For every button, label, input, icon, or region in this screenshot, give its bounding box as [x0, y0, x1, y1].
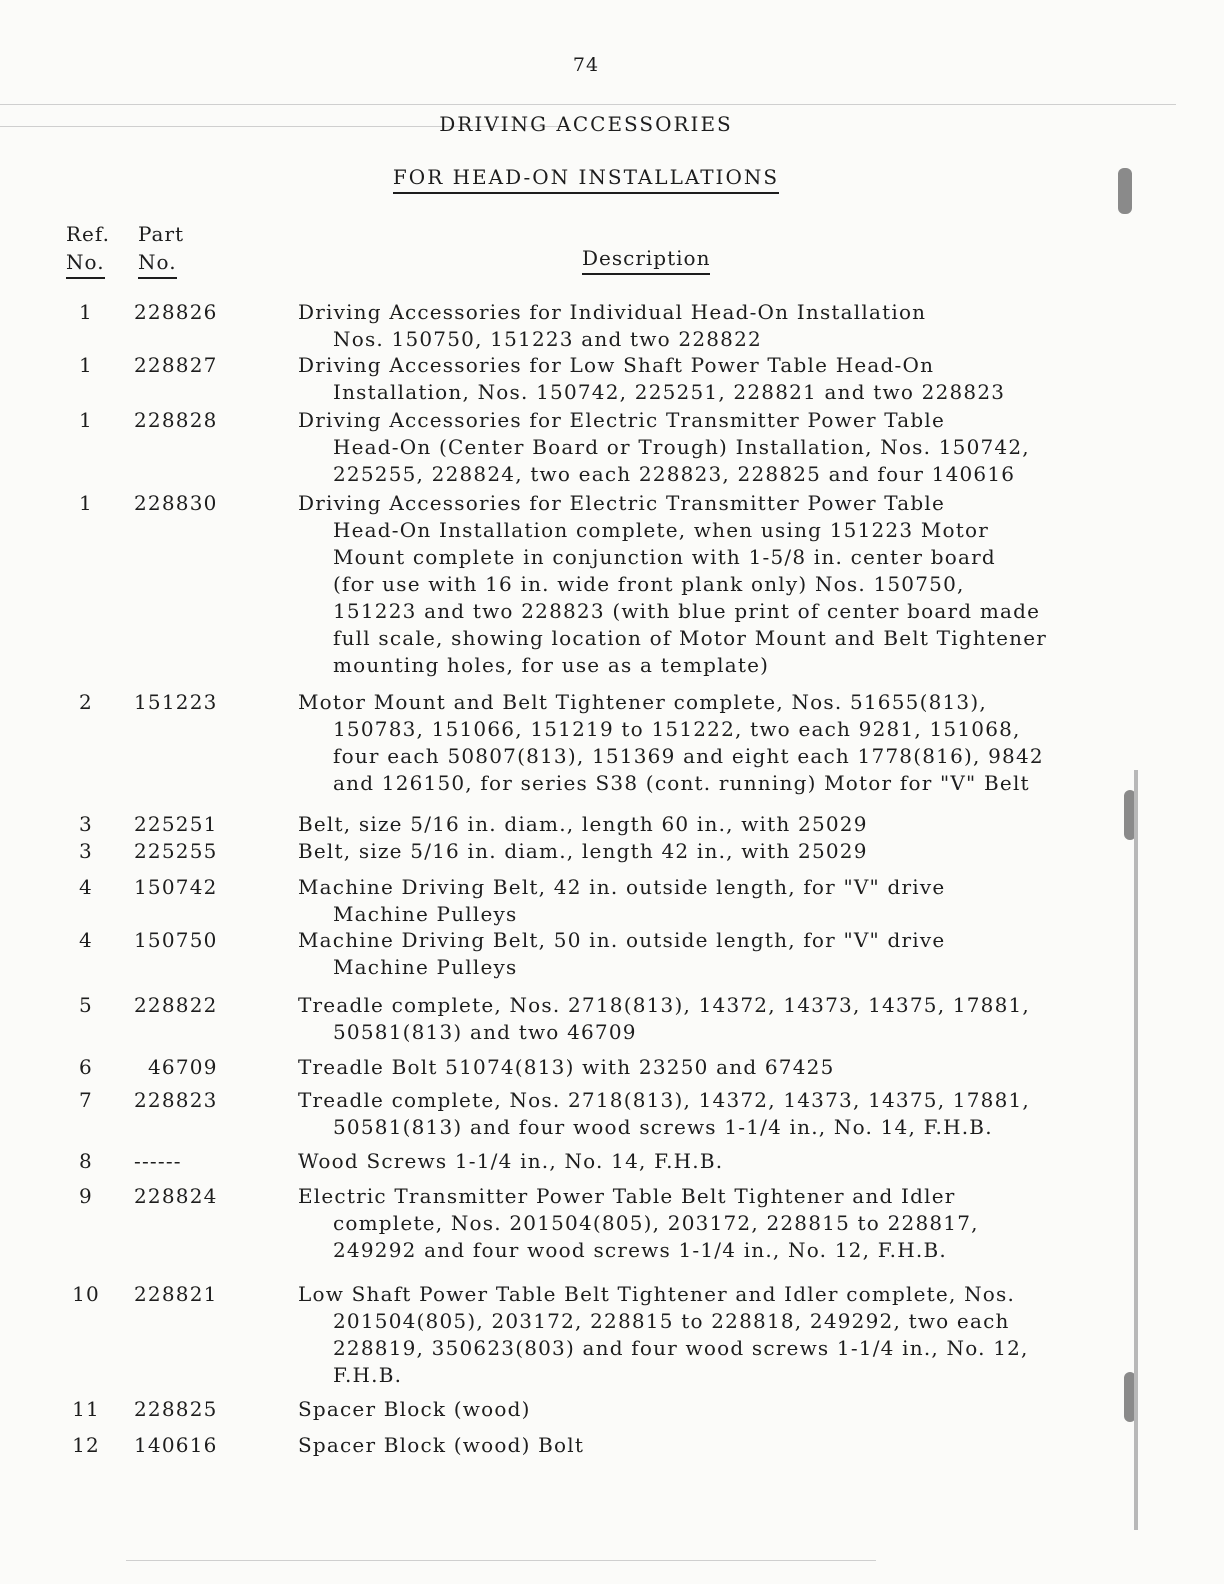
description-line: Treadle complete, Nos. 2718(813), 14372, 14373, 14375, 17881,: [298, 1088, 1030, 1112]
description: [298, 811, 1098, 838]
part-no: ------: [134, 1149, 182, 1173]
part-header-bottom: No.: [138, 248, 177, 279]
description: [298, 689, 1098, 797]
part-no: 228826: [134, 300, 218, 324]
description-line: Belt, size 5/16 in. diam., length 42 in., with 25029: [298, 839, 868, 863]
description-line: Driving Accessories for Electric Transmitter Power Table: [298, 491, 946, 515]
description: [298, 1281, 1098, 1389]
ref-no: 3: [79, 839, 93, 863]
description-line: Machine Driving Belt, 42 in. outside length, for "V" drive: [298, 875, 946, 899]
description: [298, 1087, 1098, 1141]
description: [298, 1054, 1098, 1081]
part-no: 150750: [134, 928, 218, 952]
description-line: Head-On (Center Board or Trough) Installation, Nos. 150742,: [333, 435, 1030, 459]
description-line: (for use with 16 in. wide front plank only) Nos. 150750,: [333, 572, 965, 596]
description: [298, 407, 1098, 488]
scan-line-bottom: [126, 1560, 876, 1561]
description-line: 50581(813) and two 46709: [333, 1020, 637, 1044]
ref-no: 1: [79, 491, 93, 515]
description-line: Wood Screws 1-1/4 in., No. 14, F.H.B.: [298, 1149, 724, 1173]
description-line: Nos. 150750, 151223 and two 228822: [333, 327, 762, 351]
description-line: Machine Pulleys: [333, 902, 518, 926]
part-no: 140616: [134, 1433, 218, 1457]
description-line: mounting holes, for use as a template): [333, 653, 770, 677]
description-line: 151223 and two 228823 (with blue print of center board made: [333, 599, 1041, 623]
description-line: 249292 and four wood screws 1-1/4 in., No. 12, F.H.B.: [333, 1238, 947, 1262]
description: [298, 352, 1098, 406]
description-line: and 126150, for series S38 (cont. running) Motor for "V" Belt: [333, 771, 1030, 795]
page-title: DRIVING ACCESSORIES: [439, 112, 733, 136]
description: [298, 927, 1098, 981]
description-line: 50581(813) and four wood screws 1-1/4 in., No. 14, F.H.B.: [333, 1115, 993, 1139]
ref-no: 12: [72, 1433, 100, 1457]
part-no: 228823: [134, 1088, 218, 1112]
part-no: 46709: [148, 1055, 218, 1079]
ref-no: 7: [79, 1088, 93, 1112]
description-line: Head-On Installation complete, when using 151223 Motor: [333, 518, 989, 542]
ref-no: 4: [79, 875, 93, 899]
description-line: 201504(805), 203172, 228815 to 228818, 249292, two each: [333, 1309, 1010, 1333]
description-line: complete, Nos. 201504(805), 203172, 228815 to 228817,: [333, 1211, 979, 1235]
ref-no: 9: [79, 1184, 93, 1208]
ref-no: 1: [79, 408, 93, 432]
ref-no: 11: [72, 1397, 100, 1421]
description: [298, 874, 1098, 928]
description-line: Machine Pulleys: [333, 955, 518, 979]
description: [298, 838, 1098, 865]
description-line: Spacer Block (wood) Bolt: [298, 1433, 585, 1457]
description-line: Treadle Bolt 51074(813) with 23250 and 67425: [298, 1055, 835, 1079]
page-number: 74: [572, 54, 600, 76]
description-line: Electric Transmitter Power Table Belt Tightener and Idler: [298, 1184, 956, 1208]
part-no: 228828: [134, 408, 218, 432]
description-line: Driving Accessories for Low Shaft Power Table Head-On: [298, 353, 935, 377]
page-edge-shadow: [1134, 770, 1138, 1530]
description-line: Installation, Nos. 150742, 225251, 228821 and two 228823: [333, 380, 1006, 404]
description-line: Treadle complete, Nos. 2718(813), 14372, 14373, 14375, 17881,: [298, 993, 1030, 1017]
description-line: Mount complete in conjunction with 1-5/8 in. center board: [333, 545, 996, 569]
part-no: 151223: [134, 690, 218, 714]
description-line: Driving Accessories for Individual Head-On Installation: [298, 300, 927, 324]
description-line: 225255, 228824, two each 228823, 228825 and four 140616: [333, 462, 1016, 486]
description-line: Spacer Block (wood): [298, 1397, 531, 1421]
description-line: full scale, showing location of Motor Mount and Belt Tightener: [333, 626, 1048, 650]
description: [298, 1183, 1098, 1264]
ref-no: 1: [79, 353, 93, 377]
description: [298, 299, 1098, 353]
part-no: 228822: [134, 993, 218, 1017]
part-no: 228825: [134, 1397, 218, 1421]
part-no: 228827: [134, 353, 218, 377]
ref-no: 1: [79, 300, 93, 324]
ref-no: 4: [79, 928, 93, 952]
scan-line-top: [0, 104, 1176, 105]
description: [298, 490, 1098, 679]
description-header: [582, 246, 710, 270]
ref-no: 6: [79, 1055, 93, 1079]
ref-no: 2: [79, 690, 93, 714]
ref-no-header: [66, 220, 116, 279]
ref-no: 3: [79, 812, 93, 836]
page-subtitle-text: FOR HEAD-ON INSTALLATIONS: [393, 165, 779, 194]
description-header-text: Description: [582, 246, 710, 275]
ref-header-top: Ref.: [66, 222, 110, 246]
part-no: 228830: [134, 491, 218, 515]
part-no: 228821: [134, 1282, 218, 1306]
ref-header-bottom: No.: [66, 248, 105, 279]
ref-no: 10: [72, 1282, 100, 1306]
part-no-header: [138, 220, 198, 279]
description-line: 228819, 350623(803) and four wood screws 1-1/4 in., No. 12,: [333, 1336, 1029, 1360]
part-header-top: Part: [138, 222, 185, 246]
description: [298, 1148, 1098, 1175]
part-no: 150742: [134, 875, 218, 899]
ref-no: 8: [79, 1149, 93, 1173]
part-no: 225251: [134, 812, 218, 836]
description: [298, 1432, 1098, 1459]
description-line: four each 50807(813), 151369 and eight each 1778(816), 9842: [333, 744, 1044, 768]
description-line: Motor Mount and Belt Tightener complete, Nos. 51655(813),: [298, 690, 987, 714]
description-line: Machine Driving Belt, 50 in. outside length, for "V" drive: [298, 928, 946, 952]
page-subtitle: [0, 165, 1172, 189]
description: [298, 992, 1098, 1046]
description-line: Belt, size 5/16 in. diam., length 60 in., with 25029: [298, 812, 868, 836]
description-line: F.H.B.: [333, 1363, 403, 1387]
description-line: Driving Accessories for Electric Transmitter Power Table: [298, 408, 946, 432]
description-line: 150783, 151066, 151219 to 151222, two each 9281, 151068,: [333, 717, 1021, 741]
description-line: Low Shaft Power Table Belt Tightener and Idler complete, Nos.: [298, 1282, 1016, 1306]
part-no: 225255: [134, 839, 218, 863]
description: [298, 1396, 1098, 1423]
part-no: 228824: [134, 1184, 218, 1208]
ref-no: 5: [79, 993, 93, 1017]
